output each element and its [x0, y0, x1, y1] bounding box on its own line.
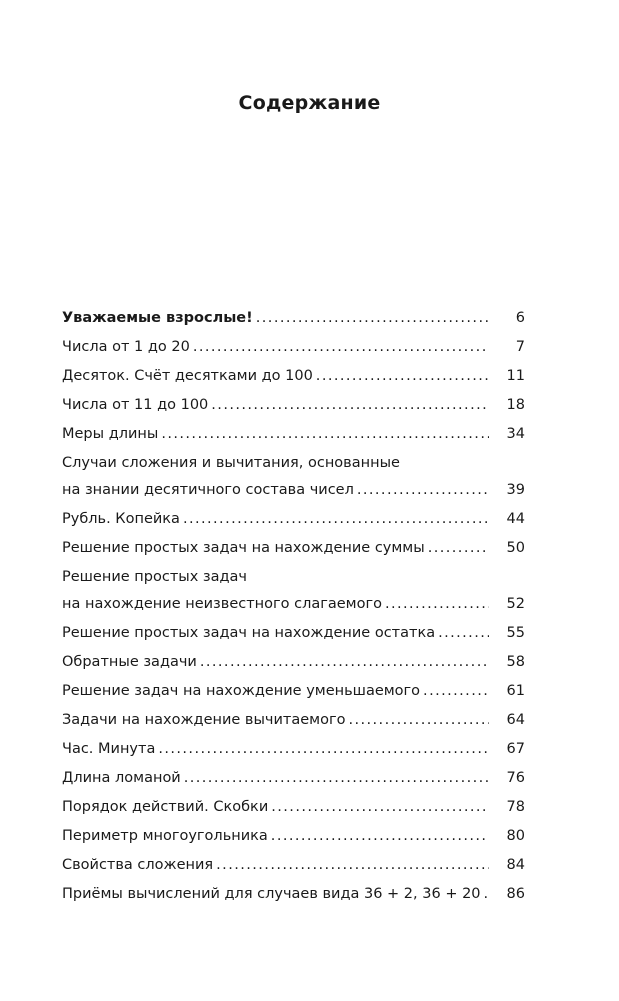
- toc-entry-title: на знании десятичного состава чисел: [62, 482, 354, 498]
- toc-entry-page: 76: [506, 770, 525, 786]
- toc-entry[interactable]: [62, 392, 525, 421]
- toc-entry-page: 67: [506, 741, 525, 757]
- toc-entry-page: 52: [506, 596, 525, 612]
- dot-leader: [183, 506, 489, 533]
- toc-entry-page: 6: [515, 310, 525, 326]
- toc-entry[interactable]: [62, 535, 525, 564]
- toc-entry-title-line1: Случаи сложения и вычитания, основанные: [62, 455, 400, 471]
- dot-leader: [211, 392, 489, 419]
- dot-leader: [438, 620, 489, 647]
- dot-leader: [161, 421, 489, 448]
- toc-entry-page: 11: [506, 368, 525, 384]
- toc-entry[interactable]: [62, 649, 525, 678]
- toc-entry-title: Числа от 1 до 20: [62, 339, 190, 355]
- dot-leader: [216, 852, 489, 879]
- toc-entry-title: Решение простых задач на нахождение суммы: [62, 540, 425, 556]
- toc-entry[interactable]: [62, 363, 525, 392]
- dot-leader: [193, 334, 489, 361]
- toc-entry-page: 34: [506, 426, 525, 442]
- dot-leader: [316, 363, 489, 390]
- toc-entry-title: Рубль. Копейка: [62, 511, 180, 527]
- toc-entry[interactable]: [62, 765, 525, 794]
- toc-entry[interactable]: [62, 421, 525, 450]
- toc-entry-page: 86: [506, 886, 525, 902]
- toc-entry[interactable]: [62, 707, 525, 736]
- toc-entry[interactable]: [62, 506, 525, 535]
- dot-leader: [271, 794, 489, 821]
- toc-entry-title: Периметр многоугольника: [62, 828, 268, 844]
- toc-entry-page: 84: [506, 857, 525, 873]
- toc-entry-title: Задачи на нахождение вычитаемого: [62, 712, 346, 728]
- toc-entry-page: 61: [506, 683, 525, 699]
- toc-entry-title: Решение задач на нахождение уменьшаемого: [62, 683, 421, 699]
- toc-entry-title: Обратные задачи: [62, 654, 197, 670]
- dot-leader: [184, 765, 489, 792]
- toc-entry-title: Свойства сложения: [62, 857, 214, 873]
- toc-entry[interactable]: [62, 794, 525, 823]
- page-title: Содержание: [238, 92, 381, 114]
- toc-entry[interactable]: [62, 678, 525, 707]
- dot-leader: [158, 736, 489, 763]
- toc-entry-page: 39: [506, 482, 525, 498]
- dot-leader: [428, 535, 489, 562]
- toc-entry-title: Меры длины: [62, 426, 159, 442]
- dot-leader: [200, 649, 489, 676]
- dot-leader: [256, 305, 489, 332]
- toc-entry[interactable]: [62, 881, 525, 910]
- dot-leader: [357, 477, 489, 504]
- toc-entry-page: 55: [506, 625, 525, 641]
- dot-leader: [423, 678, 489, 705]
- toc-entry-page: 78: [506, 799, 525, 815]
- toc-entry-page: 7: [515, 339, 525, 355]
- toc-entry-title: Числа от 11 до 100: [62, 397, 209, 413]
- toc-entry-page: 64: [506, 712, 525, 728]
- toc-entry-title: Решение простых задач на нахождение остатка: [62, 625, 436, 641]
- dot-leader: [271, 823, 489, 850]
- dot-leader: [348, 707, 489, 734]
- toc-entry[interactable]: [62, 564, 525, 620]
- toc-entry-title: на нахождение неизвестного слагаемого: [62, 596, 382, 612]
- dot-leader: [385, 591, 489, 618]
- toc-entry-page: 58: [506, 654, 525, 670]
- toc-entry-title: Уважаемые взрослые!: [62, 310, 253, 326]
- toc-entry-page: 18: [506, 397, 525, 413]
- toc-entry-page: 50: [506, 540, 525, 556]
- toc-entry-page: 80: [506, 828, 525, 844]
- toc-entry-title: Приёмы вычислений для случаев вида 36 + 2, 36 + 20: [62, 886, 481, 902]
- toc-entry-title: Длина ломаной: [62, 770, 181, 786]
- toc-entry-title: Десяток. Счёт десятками до 100: [62, 368, 313, 384]
- toc-entry[interactable]: [62, 334, 525, 363]
- dot-leader: [484, 881, 489, 908]
- toc-entry[interactable]: [62, 736, 525, 765]
- toc-entry[interactable]: [62, 450, 525, 506]
- toc-entry-title: Порядок действий. Скобки: [62, 799, 269, 815]
- toc-entry-title-line1: Решение простых задач: [62, 569, 247, 585]
- toc-entry-title: Час. Минута: [62, 741, 156, 757]
- toc-entry[interactable]: [62, 620, 525, 649]
- toc-entry[interactable]: [62, 852, 525, 881]
- toc-entry[interactable]: [62, 823, 525, 852]
- toc-entry-page: 44: [506, 511, 525, 527]
- toc-entry[interactable]: [62, 305, 525, 334]
- table-of-contents: [62, 305, 525, 910]
